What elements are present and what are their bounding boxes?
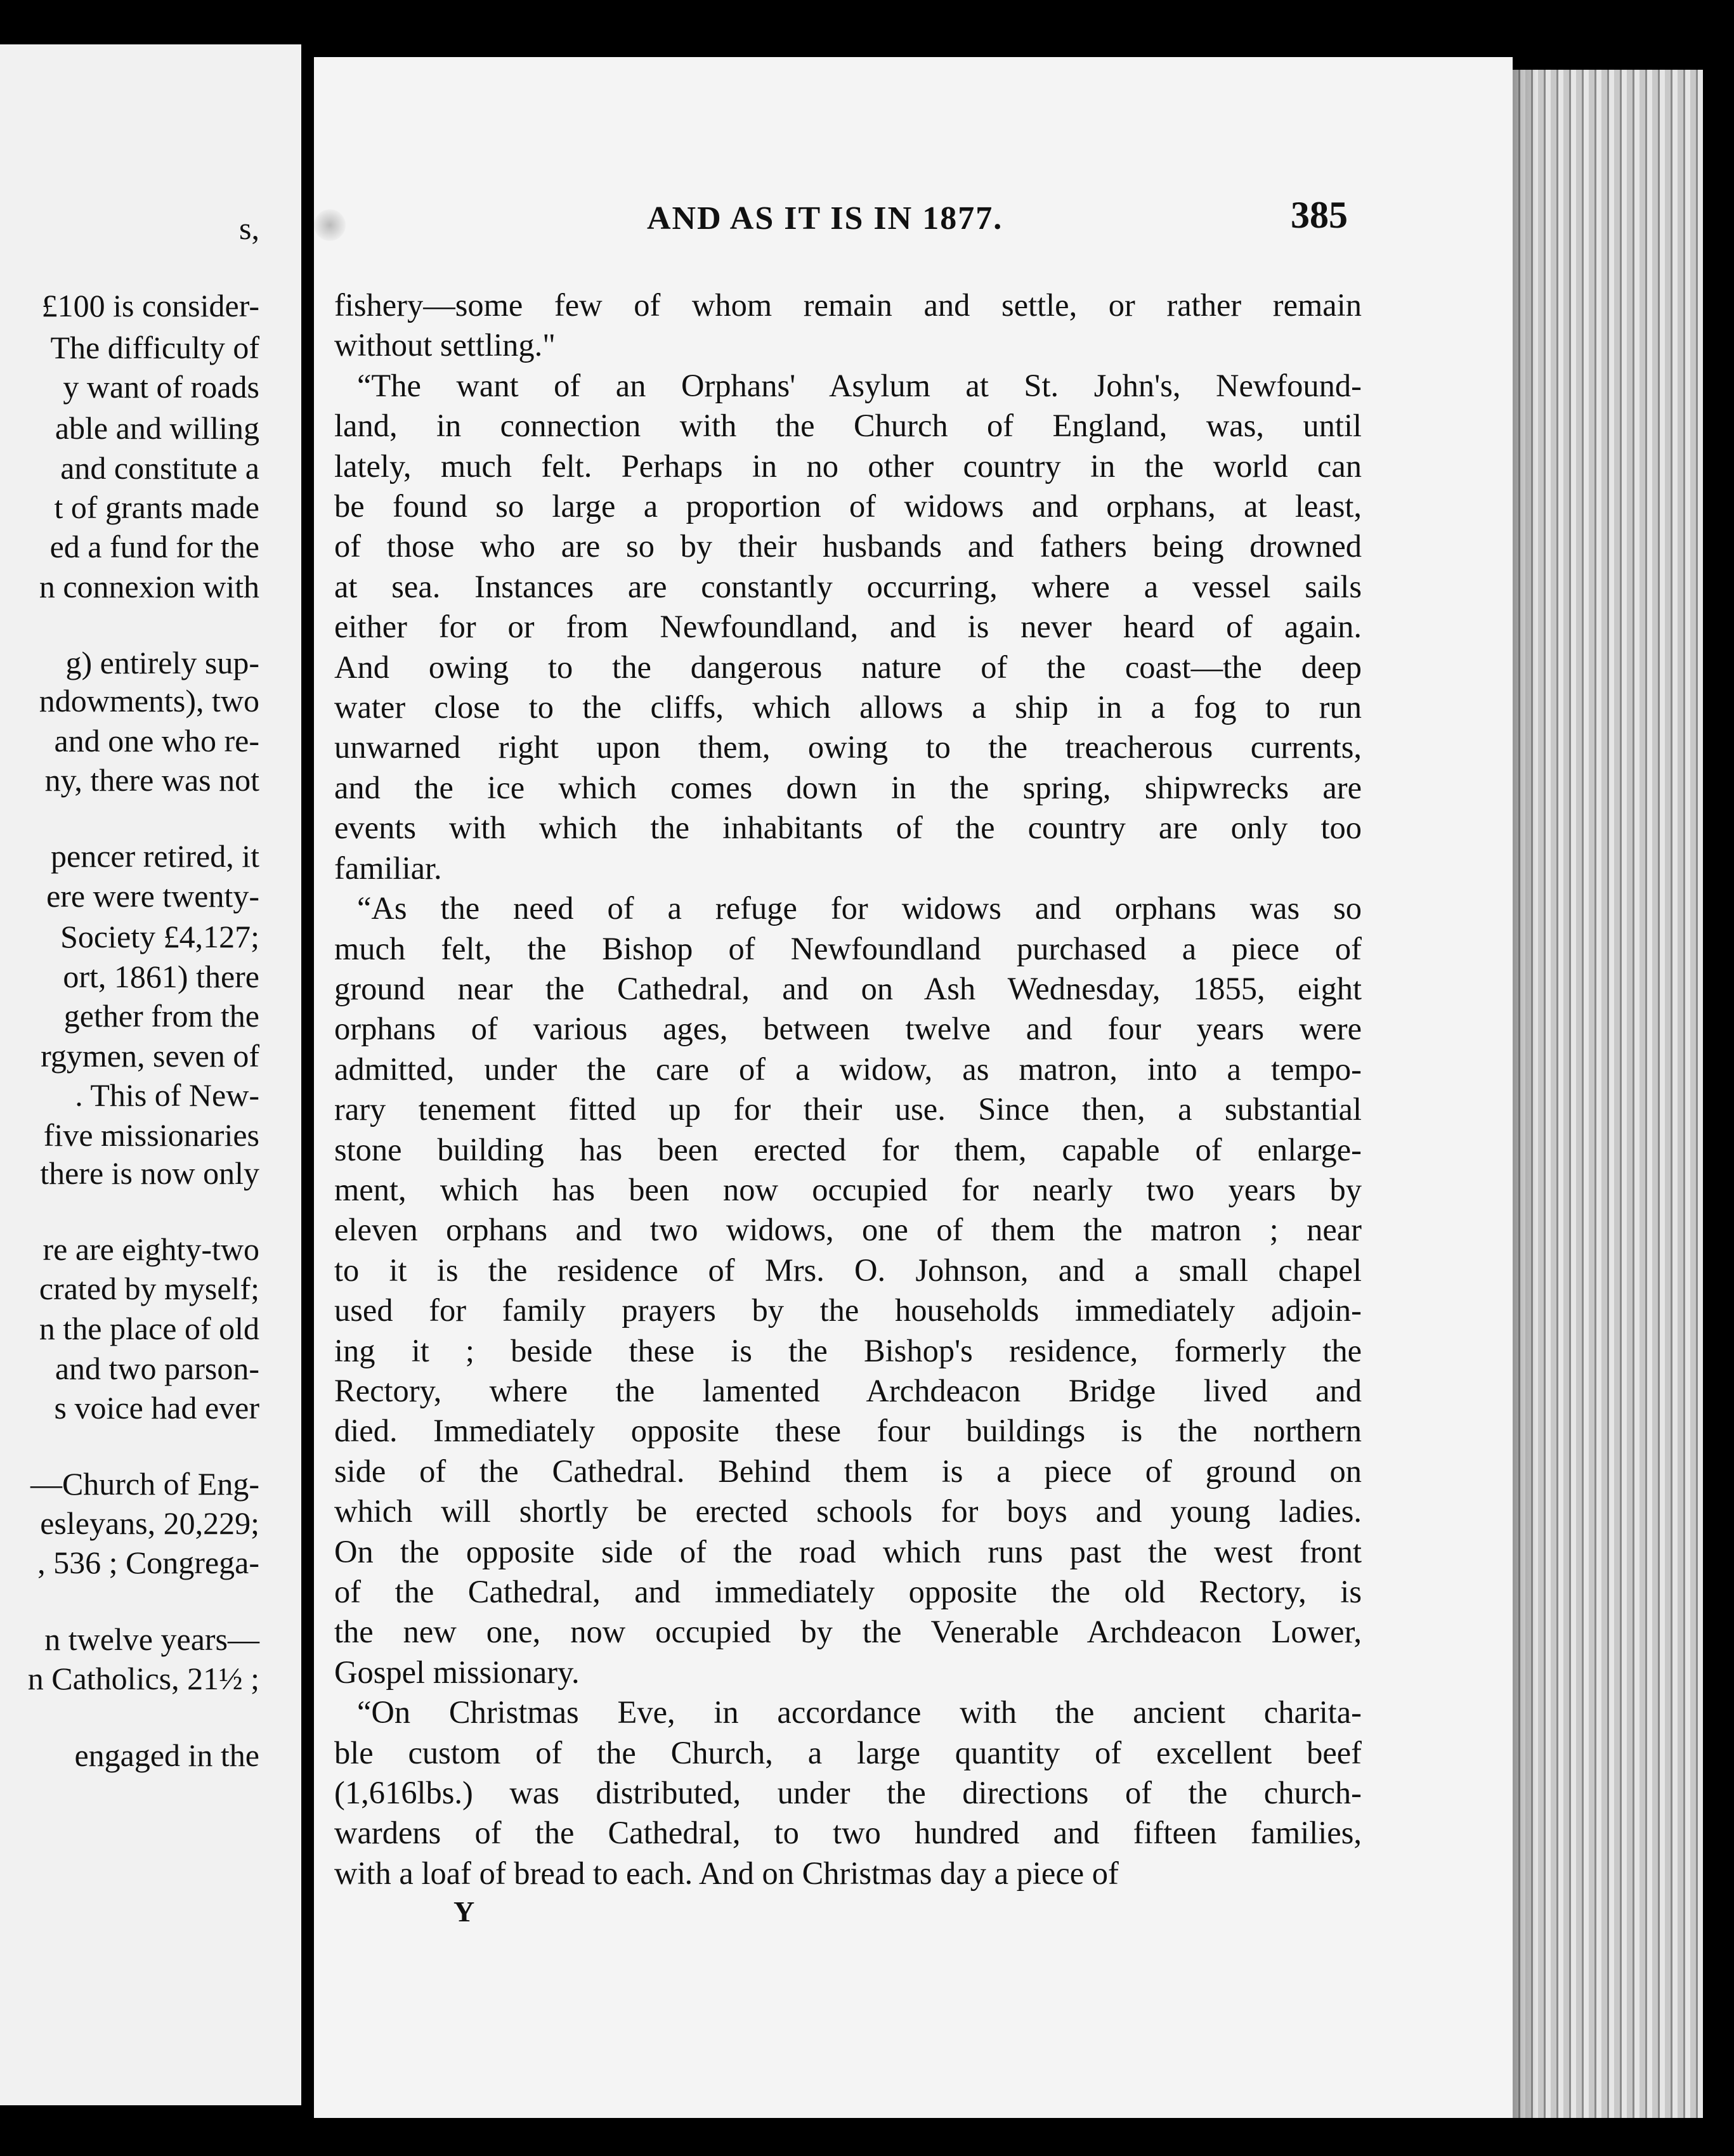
left-page-line: ny, there was not	[44, 762, 259, 798]
paragraph	[334, 366, 1362, 888]
left-page-line: g) entirely sup-	[65, 645, 259, 680]
text-line: of the Cathedral, and immediately opposite the old Rectory, is	[334, 1574, 1362, 1609]
text-line: familiar.	[334, 850, 442, 886]
left-page-line: ed a fund for the	[49, 529, 259, 564]
left-page-line: pencer retired, it	[51, 838, 259, 874]
left-page-line: s voice had ever	[54, 1390, 259, 1425]
left-page-line: n twelve years—	[44, 1621, 259, 1657]
text-line: died. Immediately opposite these four buildings is the northern	[334, 1413, 1362, 1449]
left-page-line: ere were twenty-	[46, 878, 259, 914]
text-line: Gospel missionary.	[334, 1654, 580, 1690]
left-page-line: ort, 1861) there	[63, 959, 259, 994]
left-page-line: s,	[239, 211, 259, 246]
text-line: events with which the inhabitants of the country are only too	[334, 810, 1362, 846]
text-line: ble custom of the Church, a large quantity of excellent beef	[334, 1734, 1362, 1770]
text-line: much felt, the Bishop of Newfoundland purchased a piece of	[334, 930, 1362, 966]
left-page-line: esleyans, 20,229;	[40, 1505, 259, 1541]
text-line: And owing to the dangerous nature of the coast—the deep	[334, 649, 1362, 685]
text-line: fishery—some few of whom remain and settle, or rather remain	[334, 287, 1362, 323]
text-line: stone building has been erected for them, capable of enlarge-	[334, 1131, 1362, 1167]
text-line: the new one, now occupied by the Venerable Archdeacon Lower,	[334, 1614, 1362, 1650]
left-page-line: . This of New-	[75, 1077, 259, 1113]
left-page-line: n connexion with	[39, 569, 259, 604]
text-line: which will shortly be erected schools for boys and young ladies.	[334, 1493, 1362, 1529]
text-line: (1,616lbs.) was distributed, under the directions of the church-	[334, 1775, 1362, 1811]
text-line: On the opposite side of the road which runs past the west front	[334, 1533, 1362, 1569]
page-edges-shadow	[1513, 70, 1538, 2118]
text-line: orphans of various ages, between twelve and four years were	[334, 1011, 1362, 1047]
paragraph	[334, 888, 1362, 1692]
left-page-line: and constitute a	[60, 450, 259, 486]
text-line: ground near the Cathedral, and on Ash Wednesday, 1855, eight	[334, 970, 1362, 1006]
text-line: “The want of an Orphans' Asylum at St. John's, Newfound-	[357, 367, 1362, 403]
text-line: to it is the residence of Mrs. O. Johnson, and a small chapel	[334, 1252, 1362, 1288]
text-line: admitted, under the care of a widow, as matron, into a tempo-	[334, 1051, 1362, 1087]
left-page-line: and two parson-	[55, 1351, 259, 1386]
left-page-line: five missionaries	[43, 1117, 259, 1153]
left-page-line: able and willing	[55, 410, 259, 446]
text-line: be found so large a proportion of widows and orphans, at least,	[334, 488, 1362, 524]
text-line: “As the need of a refuge for widows and orphans was so	[357, 890, 1362, 926]
book-gutter	[301, 0, 314, 2156]
left-page-line: t of grants made	[54, 490, 259, 525]
left-page-line: ndowments), two	[39, 683, 259, 718]
text-line: either for or from Newfoundland, and is never heard of again.	[334, 609, 1362, 645]
paper-stain	[314, 209, 346, 241]
left-page-line: y want of roads	[63, 369, 259, 405]
left-page-line: engaged in the	[74, 1737, 259, 1773]
left-page-line: crated by myself;	[39, 1271, 259, 1306]
text-line: with a loaf of bread to each. And on Christmas day a piece of	[334, 1855, 1119, 1891]
body-text	[334, 285, 1362, 1893]
text-line: rary tenement fitted up for their use. Since then, a substantial	[334, 1091, 1362, 1127]
left-page-line: gether from the	[63, 998, 259, 1034]
running-head: AND AS IT IS IN 1877.	[647, 200, 1003, 237]
left-page-line: there is now only	[40, 1155, 259, 1191]
left-page	[0, 44, 301, 2105]
text-line: of those who are so by their husbands and fathers being drowned	[334, 528, 1362, 564]
left-page-line: n the place of old	[39, 1311, 259, 1346]
text-line: at sea. Instances are constantly occurring, where a vessel sails	[334, 568, 1362, 604]
text-line: without settling."	[334, 327, 556, 363]
paragraph	[334, 285, 1362, 366]
left-page-line: re are eighty-two	[42, 1231, 259, 1267]
text-line: side of the Cathedral. Behind them is a piece of ground on	[334, 1453, 1362, 1489]
text-line: Rectory, where the lamented Archdeacon Bridge lived and	[334, 1372, 1362, 1408]
text-line: water close to the cliffs, which allows a ship in a fog to run	[334, 689, 1362, 725]
left-page-line: and one who re-	[54, 723, 259, 758]
left-page-line: —Church of Eng-	[30, 1466, 259, 1502]
left-page-line: , 536 ; Congrega-	[37, 1545, 259, 1580]
left-page-line: rgymen, seven of	[41, 1038, 259, 1074]
text-line: and the ice which comes down in the spring, shipwrecks are	[334, 769, 1362, 805]
text-line: “On Christmas Eve, in accordance with the ancient charita-	[357, 1694, 1362, 1731]
text-line: unwarned right upon them, owing to the treacherous currents,	[334, 729, 1362, 765]
page-edges	[1513, 70, 1703, 2118]
left-page-line: n Catholics, 21½ ;	[27, 1661, 259, 1696]
text-line: used for family prayers by the households immediately adjoin-	[334, 1292, 1362, 1328]
left-page-line: £100 is consider-	[41, 288, 259, 323]
text-line: wardens of the Cathedral, to two hundred and fifteen families,	[334, 1815, 1362, 1851]
text-line: lately, much felt. Perhaps in no other country in the world can	[334, 448, 1362, 484]
text-line: land, in connection with the Church of England, was, until	[334, 408, 1362, 444]
text-line: ment, which has been now occupied for nearly two years by	[334, 1171, 1362, 1207]
left-page-line: The difficulty of	[50, 330, 259, 365]
page-number: 385	[1291, 194, 1348, 236]
signature-mark: Y	[453, 1895, 475, 1928]
text-line: eleven orphans and two widows, one of them the matron ; near	[334, 1212, 1362, 1248]
text-line: ing it ; beside these is the Bishop's residence, formerly the	[334, 1332, 1362, 1368]
left-page-line: Society £4,127;	[60, 919, 259, 954]
paragraph	[334, 1692, 1362, 1893]
